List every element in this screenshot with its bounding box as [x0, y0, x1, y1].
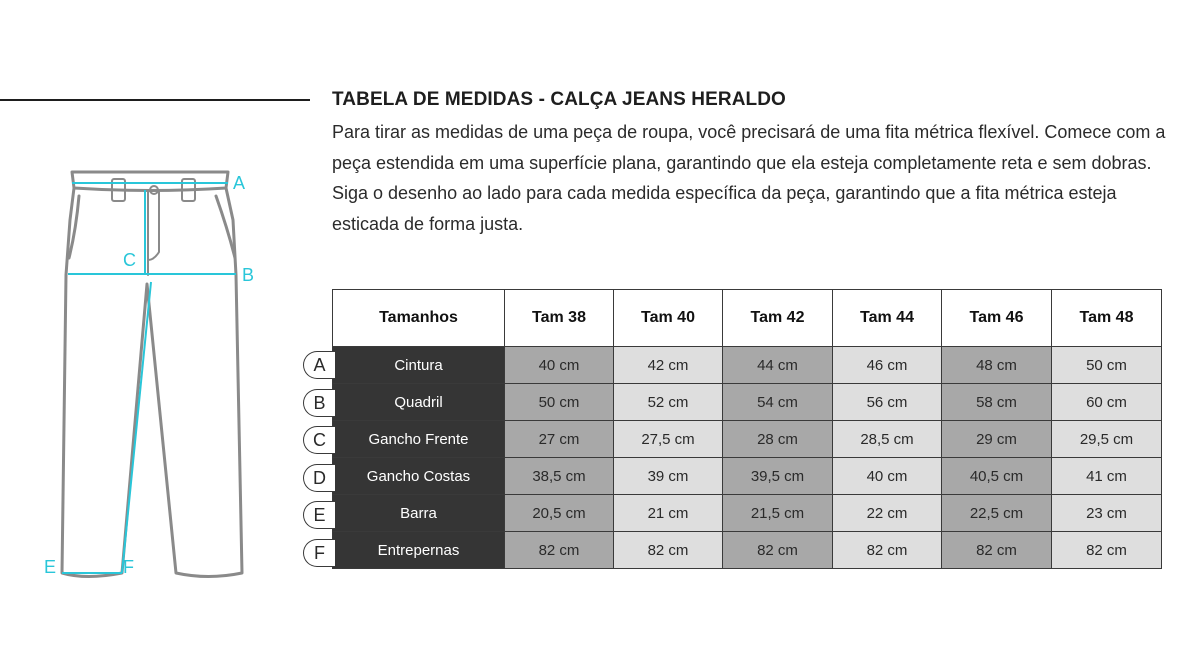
measurement-value: 41 cm: [1052, 458, 1162, 495]
measurement-value: 22,5 cm: [942, 495, 1052, 532]
measurement-value: 21,5 cm: [723, 495, 833, 532]
measurement-value: 28,5 cm: [833, 421, 942, 458]
measurement-value: 52 cm: [614, 384, 723, 421]
column-header-size: Tam 42: [723, 290, 833, 347]
table-header-row: [333, 290, 1162, 347]
measurement-label: Cintura: [333, 347, 505, 384]
column-header-size: Tam 44: [833, 290, 942, 347]
measurement-value: 60 cm: [1052, 384, 1162, 421]
measurement-value: 40 cm: [833, 458, 942, 495]
measurement-value: 27 cm: [505, 421, 614, 458]
diagram-label-a: A: [233, 173, 246, 193]
measurement-value: 82 cm: [723, 532, 833, 569]
measurement-value: 50 cm: [505, 384, 614, 421]
measurement-value: 46 cm: [833, 347, 942, 384]
column-header-size: Tam 40: [614, 290, 723, 347]
measurement-value: 58 cm: [942, 384, 1052, 421]
table-row: [333, 458, 1162, 495]
measurement-value: 82 cm: [942, 532, 1052, 569]
measurement-value: 82 cm: [505, 532, 614, 569]
measurement-value: 38,5 cm: [505, 458, 614, 495]
diagram-label-e: E: [44, 557, 57, 577]
measurement-value: 44 cm: [723, 347, 833, 384]
row-letter-badge: D: [303, 464, 335, 492]
measurement-value: 23 cm: [1052, 495, 1162, 532]
row-letter-badge: C: [303, 426, 335, 454]
measurement-value: 28 cm: [723, 421, 833, 458]
diagram-label-c: C: [123, 250, 136, 270]
measurement-label: Gancho Frente: [333, 421, 505, 458]
table-row: [333, 384, 1162, 421]
measurement-label: Quadril: [333, 384, 505, 421]
measurement-label: Gancho Costas: [333, 458, 505, 495]
table-row: [333, 421, 1162, 458]
measurement-value: 20,5 cm: [505, 495, 614, 532]
measurement-label: Entrepernas: [333, 532, 505, 569]
size-chart-table: [332, 289, 1162, 569]
row-letter-badge: F: [303, 539, 335, 567]
measurement-value: 29 cm: [942, 421, 1052, 458]
column-header-size: Tam 48: [1052, 290, 1162, 347]
measurement-value: 39 cm: [614, 458, 723, 495]
top-divider-line: [0, 99, 310, 101]
measurement-value: 82 cm: [833, 532, 942, 569]
table-row: [333, 495, 1162, 532]
measurement-value: 50 cm: [1052, 347, 1162, 384]
diagram-label-b: B: [242, 265, 255, 285]
measurement-value: 40 cm: [505, 347, 614, 384]
measurement-value: 82 cm: [614, 532, 723, 569]
table-row: [333, 532, 1162, 569]
row-letter-badge: A: [303, 351, 335, 379]
measurement-value: 21 cm: [614, 495, 723, 532]
page-title: TABELA DE MEDIDAS - CALÇA JEANS HERALDO: [332, 89, 786, 110]
measurement-value: 54 cm: [723, 384, 833, 421]
column-header-size: Tam 46: [942, 290, 1052, 347]
measurement-value: 48 cm: [942, 347, 1052, 384]
measurement-instructions: Para tirar as medidas de uma peça de roupa, você precisará de uma fita métrica flexível. Comece com a peça estendida em uma superfície plana, garantindo que ela esteja completamente reta e sem dobras. Siga o desenho ao lado para cada medida específica da peça, garantindo que a fita métrica esteja esticada de forma justa.: [332, 122, 1166, 234]
column-header-tamanhos: Tamanhos: [333, 290, 505, 347]
measurement-value: 42 cm: [614, 347, 723, 384]
measurement-value: 22 cm: [833, 495, 942, 532]
measurement-value: 27,5 cm: [614, 421, 723, 458]
row-letter-badge: B: [303, 389, 335, 417]
measurement-value: 39,5 cm: [723, 458, 833, 495]
table-row: [333, 347, 1162, 384]
measurement-value: 82 cm: [1052, 532, 1162, 569]
row-letter-badge: E: [303, 501, 335, 529]
measurement-value: 56 cm: [833, 384, 942, 421]
jeans-measurement-diagram: [36, 160, 266, 590]
measurement-value: 29,5 cm: [1052, 421, 1162, 458]
column-header-size: Tam 38: [505, 290, 614, 347]
measurement-label: Barra: [333, 495, 505, 532]
jeans-outline: [62, 172, 242, 577]
diagram-label-f: F: [123, 557, 134, 577]
measurement-value: 40,5 cm: [942, 458, 1052, 495]
